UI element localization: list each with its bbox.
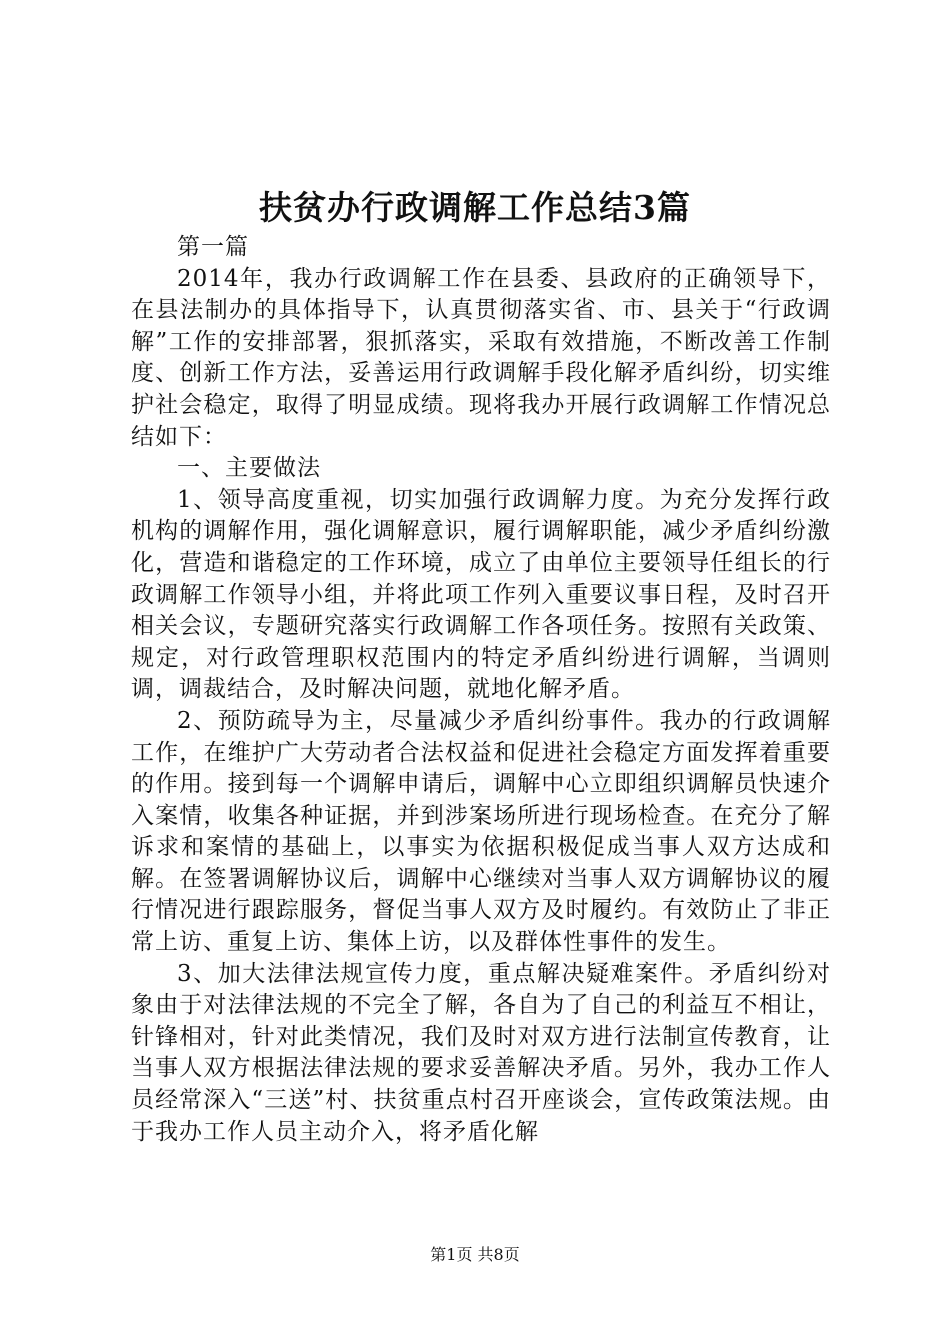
page-footer: 第1页 共8页 xyxy=(430,1245,520,1264)
practice-paragraph-2: 2、预防疏导为主，尽量减少矛盾纠纷事件。我办的行政调解工作，在维护广大劳动者合法权益和促进社会稳定方面发挥着重要的作用。接到每一个调解申请后，调解中心立即组织调解员快速介入案情，收集各种证据，并到涉案场所进行现场检查。在充分了解诉求和案情的基础上，以事实为依据积极促成当事人双方达成和解。在签署调解协议后，调解中心继续对当事人双方调解协议的履行情况进行跟踪服务，督促当事人双方及时履约。有效防止了非正常上访、重复上访、集体上访，以及群体性事件的发生。 xyxy=(131,707,831,956)
section-heading-main-practices: 一、主要做法 xyxy=(177,455,321,482)
document-body xyxy=(131,232,831,1148)
document-title: 扶贫办行政调解工作总结3篇 xyxy=(259,188,691,227)
practice-paragraph-3: 3、加大法律法规宣传力度，重点解决疑难案件。矛盾纠纷对象由于对法律法规的不完全了解，各自为了自己的利益互不相让，针锋相对，针对此类情况，我们及时对双方进行法制宣传教育，让当事人双方根据法律法规的要求妥善解决矛盾。另外，我办工作人员经常深入“三送”村、扶贫重点村召开座谈会，宣传政策法规。由于我办工作人员主动介入，将矛盾化解 xyxy=(131,960,831,1145)
section-heading-part-one: 第一篇 xyxy=(177,234,249,260)
practice-paragraph-1: 1、领导高度重视，切实加强行政调解力度。为充分发挥行政机构的调解作用，强化调解意识，履行调解职能，减少矛盾纠纷激化，营造和谐稳定的工作环境，成立了由单位主要领导任组长的行政调解工作领导小组，并将此项工作列入重要议事日程，及时召开相关会议，专题研究落实行政调解工作各项任务。按照有关政策、规定，对行政管理职权范围内的特定矛盾纠纷进行调解，当调则调，调裁结合，及时解决问题，就地化解矛盾。 xyxy=(131,486,831,703)
intro-paragraph: 2014年，我办行政调解工作在县委、县政府的正确领导下，在县法制办的具体指导下，认真贯彻落实省、市、县关于“行政调解”工作的安排部署，狠抓落实，采取有效措施，不断改善工作制度、创新工作方法，妥善运用行政调解手段化解矛盾纠纷，切实维护社会稳定，取得了明显成绩。现将我办开展行政调解工作情况总结如下： xyxy=(131,265,831,450)
